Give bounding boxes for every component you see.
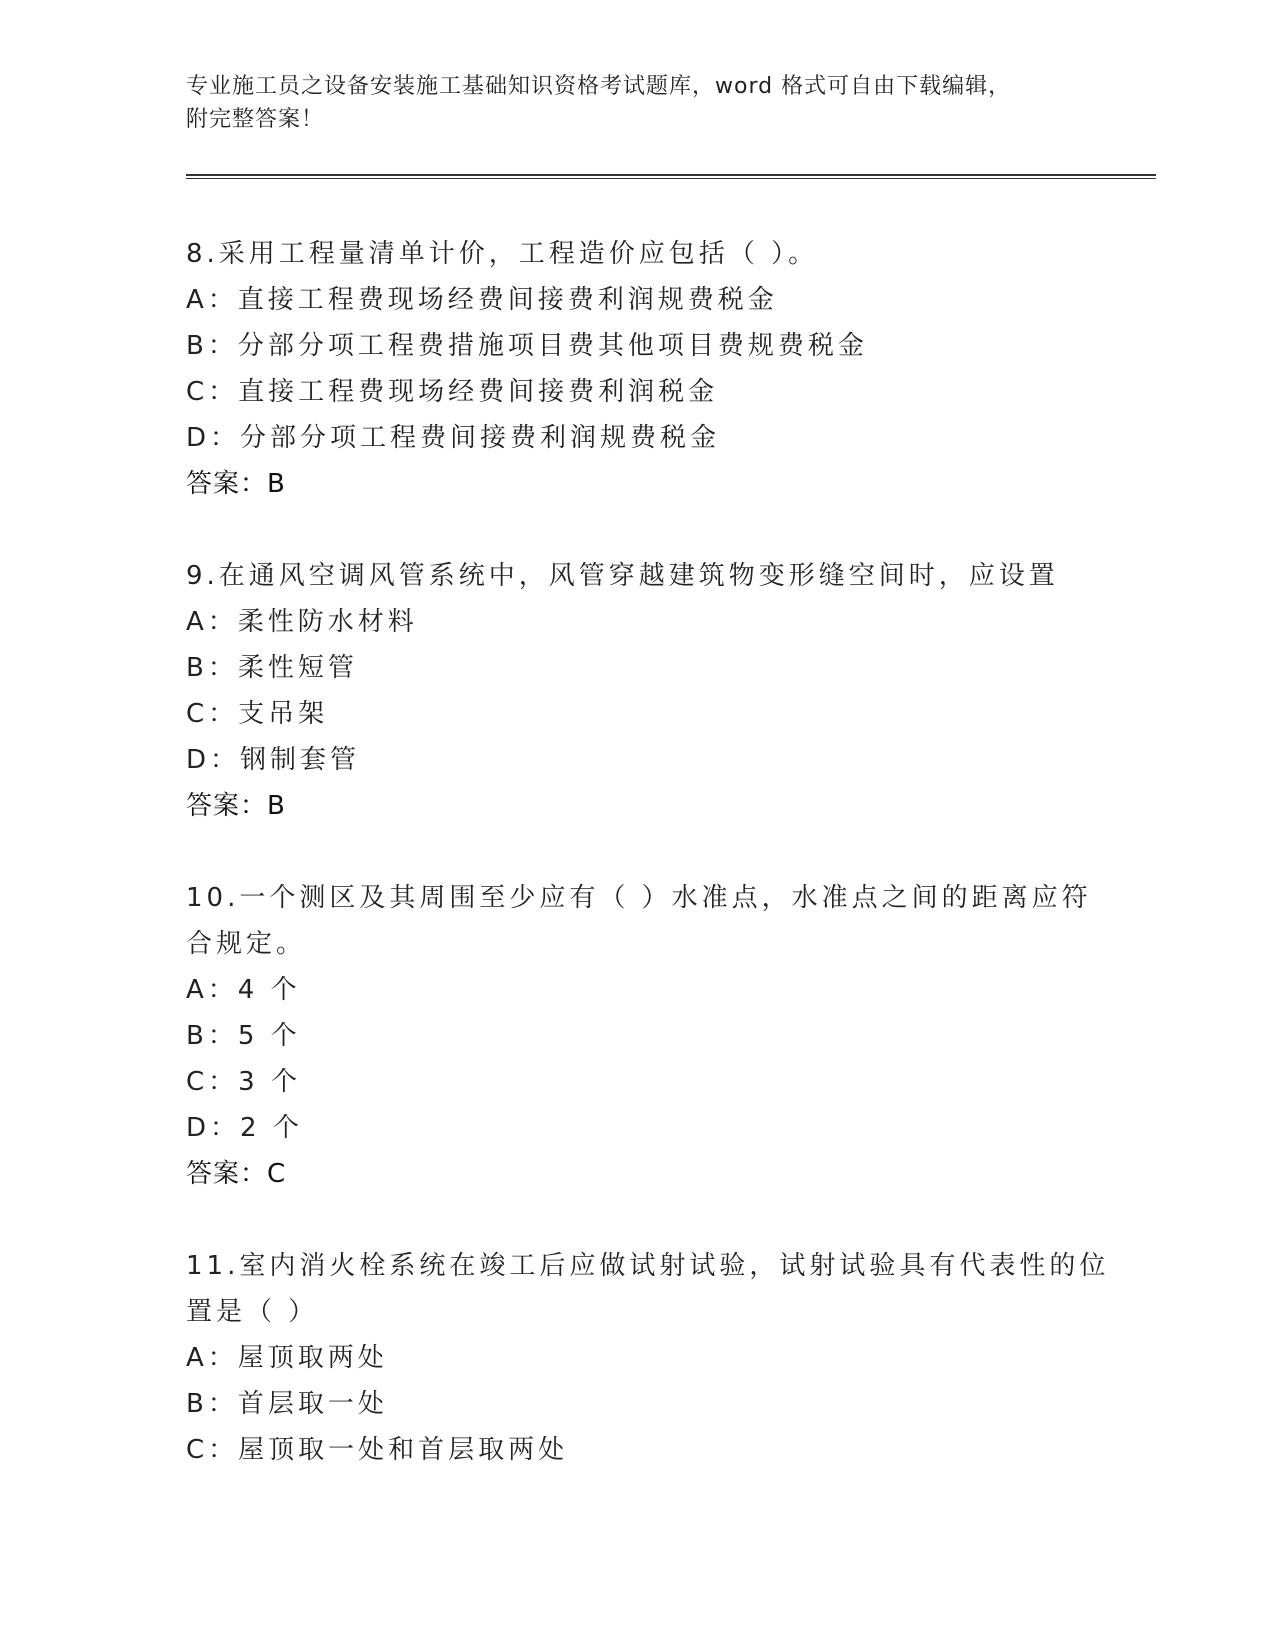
option-b: B：5 个 bbox=[186, 1021, 301, 1051]
option-d: D：2 个 bbox=[186, 1113, 303, 1143]
option-b: B：首层取一处 bbox=[186, 1389, 388, 1419]
question-10 bbox=[186, 875, 1156, 1197]
option-d: D：分部分项工程费间接费利润规费税金 bbox=[186, 423, 721, 453]
option-a: A：直接工程费现场经费间接费利润规费税金 bbox=[186, 285, 778, 315]
document-page bbox=[186, 70, 1156, 1473]
document-header bbox=[186, 70, 1156, 136]
question-title-line-1: 11.室内消火栓系统在竣工后应做试射试验，试射试验具有代表性的位 bbox=[186, 1251, 1110, 1281]
option-b: B：柔性短管 bbox=[186, 653, 358, 683]
option-c: C：3 个 bbox=[186, 1067, 301, 1097]
question-title: 9.在通风空调风管系统中，风管穿越建筑物变形缝空间时，应设置 bbox=[186, 561, 1059, 591]
question-title-line-1: 10.一个测区及其周围至少应有（ ）水准点，水准点之间的距离应符 bbox=[186, 883, 1092, 913]
question-title: 8.采用工程量清单计价，工程造价应包括（ ）。 bbox=[186, 239, 819, 269]
option-a: A：柔性防水材料 bbox=[186, 607, 418, 637]
answer: 答案：C bbox=[186, 1159, 287, 1189]
option-c: C：屋顶取一处和首层取两处 bbox=[186, 1435, 569, 1465]
option-b: B：分部分项工程费措施项目费其他项目费规费税金 bbox=[186, 331, 868, 361]
header-divider bbox=[186, 174, 1156, 179]
option-a: A：4 个 bbox=[186, 975, 301, 1005]
question-title-line-2: 置是（ ） bbox=[186, 1297, 319, 1327]
question-title-line-2: 合规定。 bbox=[186, 929, 307, 959]
question-11 bbox=[186, 1243, 1156, 1473]
answer: 答案：B bbox=[186, 469, 286, 499]
option-d: D：钢制套管 bbox=[186, 745, 361, 775]
header-line-1: 专业施工员之设备安装施工基础知识资格考试题库，word 格式可自由下载编辑， bbox=[186, 74, 1012, 99]
option-a: A：屋顶取两处 bbox=[186, 1343, 388, 1373]
option-c: C：支吊架 bbox=[186, 699, 329, 729]
header-line-2: 附完整答案！ bbox=[186, 107, 325, 132]
question-9 bbox=[186, 553, 1156, 829]
question-8 bbox=[186, 231, 1156, 507]
answer: 答案：B bbox=[186, 791, 286, 821]
option-c: C：直接工程费现场经费间接费利润税金 bbox=[186, 377, 719, 407]
